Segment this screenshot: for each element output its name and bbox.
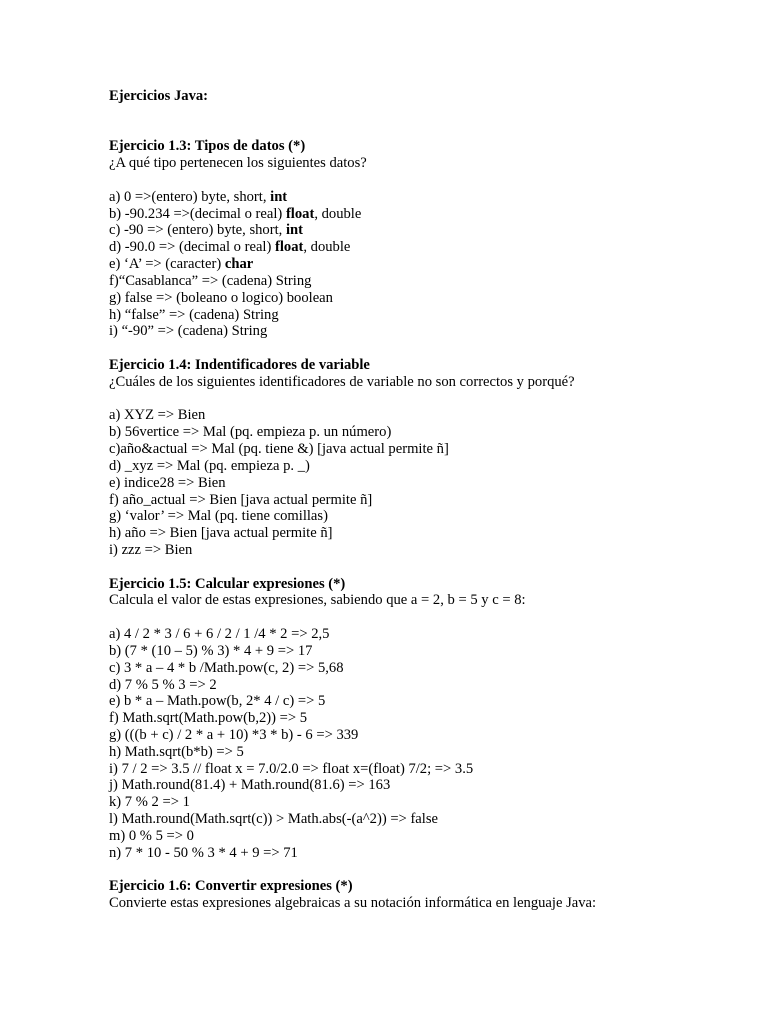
list-item: f) año_actual => Bien [java actual permite ñ]: [109, 492, 373, 508]
list-item: e) b * a – Math.pow(b, 2* 4 / c) => 5: [109, 693, 326, 709]
section-question: ¿A qué tipo pertenecen los siguientes datos?: [109, 155, 367, 171]
list-item: c)año&actual => Mal (pq. tiene &) [java actual permite ñ]: [109, 441, 449, 457]
list-item: g) (((b + c) / 2 * a + 10) *3 * b) - 6 => 339: [109, 727, 359, 743]
list-item: h) Math.sqrt(b*b) => 5: [109, 744, 244, 760]
list-item: m) 0 % 5 => 0: [109, 828, 194, 844]
section-heading: Ejercicio 1.4: Indentificadores de variable: [109, 357, 370, 373]
list-item: g) ‘valor’ => Mal (pq. tiene comillas): [109, 508, 328, 524]
list-item: c) -90 => (entero) byte, short, int: [109, 222, 303, 238]
list-item: d) 7 % 5 % 3 => 2: [109, 677, 217, 693]
list-item: d) _xyz => Mal (pq. empieza p. _): [109, 458, 310, 474]
list-item: i) 7 / 2 => 3.5 // float x = 7.0/2.0 => float x=(float) 7/2; => 3.5: [109, 761, 474, 777]
list-item: g) false => (boleano o logico) boolean: [109, 290, 333, 306]
list-item: k) 7 % 2 => 1: [109, 794, 190, 810]
section-question: ¿Cuáles de los siguientes identificadores de variable no son correctos y porqué?: [109, 374, 575, 390]
list-item: h) año => Bien [java actual permite ñ]: [109, 525, 333, 541]
list-item: b) (7 * (10 – 5) % 3) * 4 + 9 => 17: [109, 643, 313, 659]
section-heading: Ejercicio 1.6: Convertir expresiones (*): [109, 878, 353, 894]
list-item: b) -90.234 =>(decimal o real) float, double: [109, 206, 362, 222]
section-heading: Ejercicio 1.3: Tipos de datos (*): [109, 138, 306, 154]
list-item: a) 0 =>(entero) byte, short, int: [109, 189, 288, 205]
list-item: f)“Casablanca” => (cadena) String: [109, 273, 312, 289]
list-item: b) 56vertice => Mal (pq. empieza p. un número): [109, 424, 392, 440]
list-item: l) Math.round(Math.sqrt(c)) > Math.abs(-(a^2)) => false: [109, 811, 438, 827]
section-question: Calcula el valor de estas expresiones, sabiendo que a = 2, b = 5 y c = 8:: [109, 592, 526, 608]
section-question: Convierte estas expresiones algebraicas a su notación informática en lenguaje Java:: [109, 895, 597, 911]
list-item: n) 7 * 10 - 50 % 3 * 4 + 9 => 71: [109, 845, 298, 861]
list-item: i) “-90” => (cadena) String: [109, 323, 268, 339]
list-item: c) 3 * a – 4 * b /Math.pow(c, 2) => 5,68: [109, 660, 344, 676]
list-item: e) ‘A’ => (caracter) char: [109, 256, 254, 272]
list-item: d) -90.0 => (decimal o real) float, double: [109, 239, 351, 255]
list-item: f) Math.sqrt(Math.pow(b,2)) => 5: [109, 710, 308, 726]
list-item: a) 4 / 2 * 3 / 6 + 6 / 2 / 1 /4 * 2 => 2,5: [109, 626, 330, 642]
list-item: j) Math.round(81.4) + Math.round(81.6) => 163: [109, 777, 391, 793]
list-item: a) XYZ => Bien: [109, 407, 206, 423]
list-item: h) “false” => (cadena) String: [109, 307, 279, 323]
list-item: e) indice28 => Bien: [109, 475, 226, 491]
section-heading: Ejercicio 1.5: Calcular expresiones (*): [109, 576, 346, 592]
document-title: Ejercicios Java:: [109, 88, 209, 104]
list-item: i) zzz => Bien: [109, 542, 193, 558]
